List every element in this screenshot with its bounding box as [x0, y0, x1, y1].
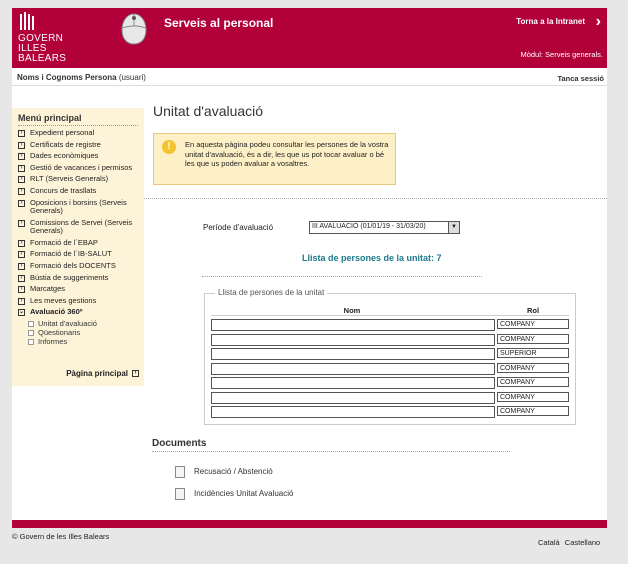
mouse-icon: [119, 12, 149, 46]
sidebar-item-oposicions[interactable]: › Oposicions i borsins (Serveis Generals): [18, 199, 142, 216]
period-label: Període d'avaluació: [203, 223, 274, 232]
persons-fieldset: [204, 288, 576, 425]
expand-icon: ›: [18, 188, 25, 195]
square-bullet-icon: [28, 330, 34, 336]
chevron-right-icon[interactable]: ›: [595, 13, 601, 30]
language-switcher: [538, 538, 603, 547]
module-label: Mòdul: Serveis generals.: [520, 50, 603, 59]
language-castellano[interactable]: Castellano: [564, 538, 601, 547]
expand-icon: ›: [18, 153, 25, 160]
table-row: [211, 377, 571, 388]
warning-icon: !: [162, 140, 176, 154]
table-row: [211, 348, 571, 359]
sidebar-subitem-unitat[interactable]: Unitat d'avaluació: [18, 320, 142, 329]
table-row: [211, 406, 571, 417]
home-link[interactable]: Pàgina principal ›: [66, 369, 139, 378]
sidebar-item-avaluacio[interactable]: ⌄ Avaluació 360º: [19, 307, 83, 317]
sidebar-item-bustia[interactable]: › Bústia de suggeriments: [18, 274, 142, 283]
sidebar: [12, 108, 144, 386]
table-row: [211, 363, 571, 374]
divider: [211, 315, 569, 316]
sidebar-item-formacio-docents[interactable]: › Formació dels DOCENTS: [18, 262, 142, 271]
copyright: © Govern de les Illes Balears: [12, 532, 110, 541]
document-icon: [175, 488, 185, 500]
sidebar-item-marcatges[interactable]: › Marcatges: [18, 285, 142, 294]
square-bullet-icon: [28, 321, 34, 327]
chevron-right-icon: ›: [132, 370, 139, 377]
warning-text: En aquesta pàgina podeu consultar les persones de la vostra unitat d'avaluació, és a dir, les que us pot tocar avaluar o bé les que us poden avaluar a vosaltres.: [185, 140, 389, 168]
name-field[interactable]: [211, 334, 495, 346]
document-icon: [175, 466, 185, 478]
menu-title: Menú principal: [18, 113, 82, 123]
role-field[interactable]: SUPERIOR: [497, 348, 569, 358]
persons-table: [211, 319, 571, 421]
divider: [152, 451, 510, 452]
expand-icon: ›: [18, 130, 25, 137]
expand-icon: ›: [18, 200, 25, 207]
warning-box: [153, 133, 396, 185]
sidebar-item-expedient[interactable]: › Expedient personal: [18, 129, 142, 138]
name-field[interactable]: [211, 392, 495, 404]
user-name: Noms i Cognoms Persona (usuari): [17, 73, 146, 82]
divider: [144, 198, 607, 199]
period-select[interactable]: [309, 221, 460, 234]
user-role: (usuari): [118, 73, 146, 82]
expand-icon: ›: [18, 176, 25, 183]
sidebar-subitem-informes[interactable]: Informes: [18, 338, 142, 347]
name-field[interactable]: [211, 363, 495, 375]
name-field[interactable]: [211, 377, 495, 389]
language-catala[interactable]: Català: [538, 538, 560, 547]
name-field[interactable]: [211, 319, 495, 331]
fieldset-legend: Llista de persones de la unitat: [215, 288, 327, 297]
role-field[interactable]: COMPANY: [497, 377, 569, 387]
user-bar: [12, 71, 607, 86]
logout-link[interactable]: Tanca sessió: [557, 74, 604, 83]
sidebar-item-concurs[interactable]: › Concurs de trasllats: [18, 187, 142, 196]
sidebar-subitem-questionaris[interactable]: Qüestionaris: [18, 329, 142, 338]
name-field[interactable]: [211, 406, 495, 418]
role-field[interactable]: COMPANY: [497, 319, 569, 329]
expand-icon: ›: [18, 251, 25, 258]
sidebar-item-dades[interactable]: › Dades econòmiques: [18, 152, 142, 161]
table-row: [211, 392, 571, 403]
collapse-icon: ⌄: [19, 309, 25, 316]
back-to-intranet-link[interactable]: Torna a la Intranet: [516, 17, 585, 26]
expand-icon: ›: [18, 275, 25, 282]
period-select-value: III AVALUACIÓ (01/01/19 - 31/03/20): [312, 223, 426, 230]
sidebar-item-formacio-ebap[interactable]: › Formació de l´EBAP: [18, 239, 142, 248]
menu-list: [18, 129, 142, 347]
govern-logo-text[interactable]: GOVERN ILLES BALEARS: [18, 33, 67, 64]
sidebar-item-vacances[interactable]: › Gestió de vacances i permisos: [18, 164, 142, 173]
page: GOVERN ILLES BALEARS Serveis al personal Torna a la Intranet › Mòdul: Serveis generals. Noms i Cognoms Persona (usuari) Tanca sessió Menú principal › Expedient personal › Certificats de registre › Dades econòmiques › Gestió de vacances i permisos › RLT (Serveis Generals) › Concurs de trasllats › Oposicions i borsins (Serveis Generals) › Comissions de Servei (Serveis Generals) › Formació de l´EBAP › Formació de l´IB-SALUT › Formació dels DOCENTS › Bústia de suggeriments › Marcatges › Les meves gestions ⌄ Avaluació 360º Unitat d'avaluació Qüestionaris Informes Pàgina principal › Unitat d'avaluació ! En aquesta pàgina podeu consultar les persones de la vostra unitat d'avaluació, és a dir, les que us pot tocar avaluar o bé les que us poden avaluar a vosaltres. Període d'avaluació III AVALUACIÓ (01/01/19 - 31/03/20) ▼ Llista de persones de la unitat: 7 Llista de persones de la unitat Nom Rol COMPANY COMPANY SUPERIOR COMPANY COMPANY COMPANY COMPANY Documents Recusació / Abstenció Incidències Unitat Avaluació: [12, 8, 607, 528]
role-field[interactable]: COMPANY: [497, 392, 569, 402]
column-header-rol: Rol: [526, 306, 540, 315]
expand-icon: ›: [18, 165, 25, 172]
expand-icon: ›: [18, 220, 25, 227]
expand-icon: ›: [18, 142, 25, 149]
documents-title: Documents: [152, 438, 207, 449]
square-bullet-icon: [28, 339, 34, 345]
header: [12, 8, 607, 68]
divider: [18, 125, 138, 126]
sidebar-item-certificats[interactable]: › Certificats de registre: [18, 141, 142, 150]
sidebar-item-comissions[interactable]: › Comissions de Servei (Serveis Generals): [18, 219, 142, 236]
role-field[interactable]: COMPANY: [497, 334, 569, 344]
app-title: Serveis al personal: [164, 16, 274, 30]
column-header-nom: Nom: [343, 306, 361, 315]
footer-bar: [12, 520, 607, 528]
table-row: [211, 334, 571, 345]
expand-icon: ›: [18, 286, 25, 293]
name-field[interactable]: [211, 348, 495, 360]
list-count: Llista de persones de la unitat: 7: [302, 253, 442, 263]
table-row: [211, 319, 571, 330]
divider: [202, 276, 482, 277]
govern-logo-icon: [20, 12, 40, 32]
role-field[interactable]: COMPANY: [497, 363, 569, 373]
sidebar-item-gestions[interactable]: › Les meves gestions: [18, 297, 142, 306]
page-title: Unitat d'avaluació: [153, 103, 264, 119]
role-field[interactable]: COMPANY: [497, 406, 569, 416]
sidebar-item-formacio-ibsalut[interactable]: › Formació de l´IB-SALUT: [18, 250, 142, 259]
expand-icon: ›: [18, 263, 25, 270]
expand-icon: ›: [18, 240, 25, 247]
chevron-down-icon[interactable]: ▼: [448, 222, 459, 233]
sidebar-item-rlt[interactable]: › RLT (Serveis Generals): [18, 175, 142, 184]
expand-icon: ›: [18, 298, 25, 305]
